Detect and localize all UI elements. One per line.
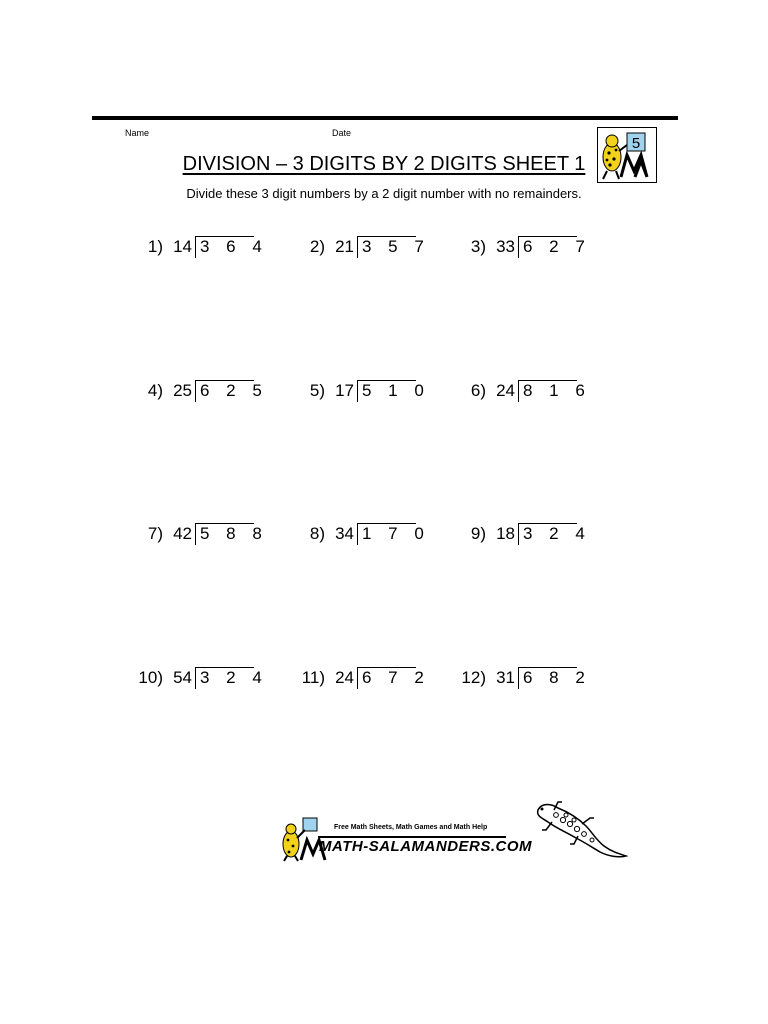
top-rule xyxy=(92,116,678,120)
dividend: 6 7 2 xyxy=(362,668,430,687)
salamander-icon xyxy=(532,800,628,862)
dividend: 5 1 0 xyxy=(362,381,430,400)
divisor: 34 xyxy=(335,524,354,543)
dividend: 3 6 4 xyxy=(200,237,268,256)
problem-number: 7) xyxy=(147,524,163,543)
divisor: 24 xyxy=(335,668,354,687)
divisor: 21 xyxy=(335,237,354,256)
problem-number: 12) xyxy=(461,668,486,687)
dividend: 6 2 7 xyxy=(523,237,591,256)
grade-badge: 5 xyxy=(631,135,641,152)
divisor: 18 xyxy=(496,524,515,543)
problem-number: 8) xyxy=(309,524,325,543)
footer-tagline: Free Math Sheets, Math Games and Math Help xyxy=(334,824,488,831)
problem-number: 5) xyxy=(309,381,325,400)
footer-brand: MATH-SALAMANDERS.COM xyxy=(319,838,533,855)
page-title: DIVISION – 3 DIGITS BY 2 DIGITS SHEET 1 xyxy=(182,153,586,175)
divisor: 42 xyxy=(173,524,192,543)
dividend: 8 1 6 xyxy=(523,381,591,400)
dividend: 3 5 7 xyxy=(362,237,430,256)
page-subtitle: Divide these 3 digit numbers by a 2 digit number with no remainders. xyxy=(186,186,582,201)
dividend: 5 8 8 xyxy=(200,524,268,543)
dividend: 3 2 4 xyxy=(200,668,268,687)
problem-number: 9) xyxy=(470,524,486,543)
dividend: 1 7 0 xyxy=(362,524,430,543)
problem-number: 1) xyxy=(147,237,163,256)
problem-number: 3) xyxy=(470,237,486,256)
divisor: 31 xyxy=(496,668,515,687)
dividend: 6 8 2 xyxy=(523,668,591,687)
divisor: 33 xyxy=(496,237,515,256)
problem-number: 2) xyxy=(309,237,325,256)
divisor: 17 xyxy=(335,381,354,400)
dividend: 3 2 4 xyxy=(523,524,591,543)
problem-number: 10) xyxy=(138,668,163,687)
name-label: Name xyxy=(125,128,150,138)
divisor: 25 xyxy=(173,381,192,400)
divisor: 54 xyxy=(173,668,192,687)
divisor: 14 xyxy=(173,237,192,256)
problem-number: 4) xyxy=(147,381,163,400)
date-label: Date xyxy=(332,128,352,138)
divisor: 24 xyxy=(496,381,515,400)
problem-number: 6) xyxy=(470,381,486,400)
dividend: 6 2 5 xyxy=(200,381,268,400)
problem-number: 11) xyxy=(301,668,325,687)
